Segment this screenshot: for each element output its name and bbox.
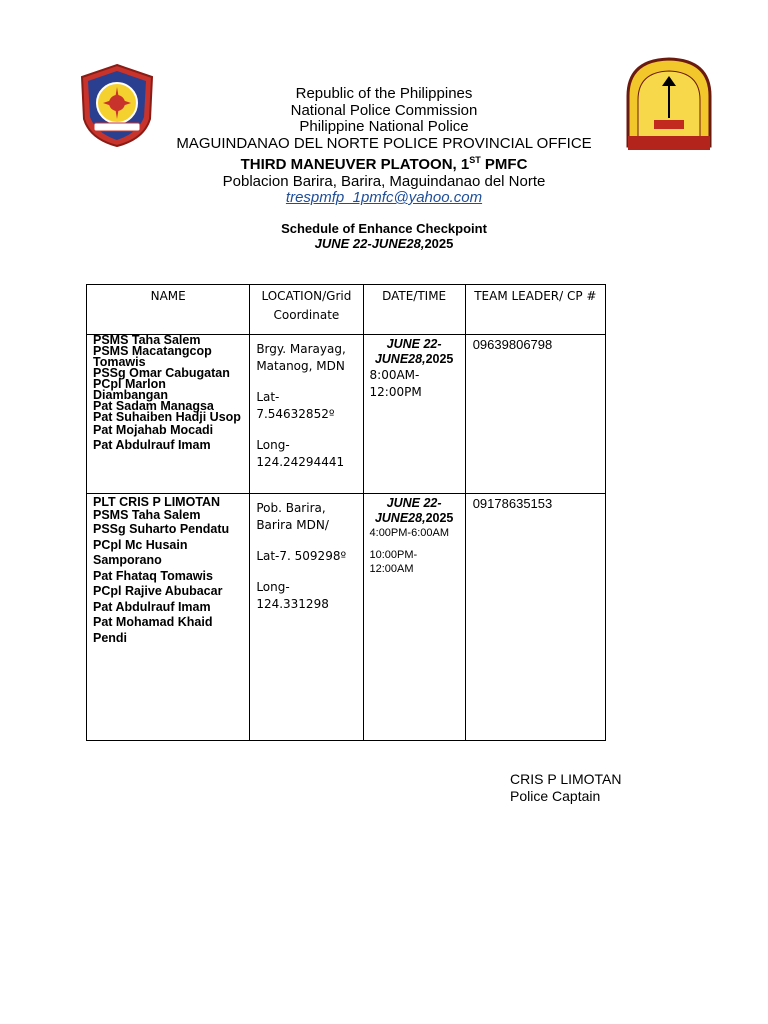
header-team-leader: TEAM LEADER/ CP #	[465, 285, 605, 335]
personnel-name: PSMS Taha Salem	[93, 508, 201, 522]
document-title: Schedule of Enhance Checkpoint	[281, 221, 487, 236]
pnp-line: Philippine National Police	[299, 118, 469, 135]
latitude-text: Lat-7.54632852º	[256, 390, 335, 421]
date-range: JUNE 22-JUNE28,2025	[374, 337, 454, 366]
personnel-name: Pat Abdulrauf Imam	[93, 438, 211, 452]
datetime-cell	[363, 494, 465, 741]
signatory-name: CRIS P LIMOTAN	[510, 771, 622, 787]
personnel-name: Pat Mohamad Khaid Pendi	[93, 615, 213, 645]
personnel-name: PCpl Mc Husain Samporano	[93, 537, 188, 567]
location-cell	[250, 494, 363, 741]
personnel-name: Pat Fhataq Tomawis	[93, 568, 213, 583]
personnel-name: PSMS Macatangcop Tomawis	[93, 344, 212, 369]
address-line: Poblacion Barira, Barira, Maguindanao del Norte	[222, 172, 546, 190]
personnel-name: Pat Suhaiben Hadji Usop	[93, 410, 241, 424]
checkpoint-schedule-table	[86, 284, 606, 741]
signature-block	[510, 771, 622, 805]
date-range: JUNE 22-JUNE28,2025	[374, 496, 454, 525]
longitude-text: Long-124.24294441	[256, 438, 345, 469]
personnel-name: PCpl Rajive Abubacar	[93, 584, 223, 598]
location-text: Brgy. Marayag, Matanog, MDN	[256, 342, 346, 373]
personnel-name: PLT CRIS P LIMOTAN	[93, 495, 221, 509]
personnel-name: PCpl Marlon Diambangan	[93, 377, 169, 402]
datetime-cell	[363, 335, 465, 494]
personnel-name: PSSg Suharto Pendatu	[93, 522, 230, 536]
cp-number-cell: 09178635153	[465, 494, 605, 741]
longitude-text: Long-124.331298	[256, 580, 329, 611]
time-slot: 10:00PM-12:00AM	[369, 549, 418, 575]
email-link[interactable]: trespmfp_1pmfc@yahoo.com	[285, 189, 483, 206]
header-location: LOCATION/Grid Coordinate	[250, 285, 363, 335]
unit-line: THIRD MANEUVER PLATOON, 1ST PMFC	[240, 155, 528, 173]
location-text: Pob. Barira, Barira MDN/	[256, 501, 329, 532]
location-cell	[250, 335, 363, 494]
personnel-name: Pat Mojahab Mocadi	[93, 423, 214, 437]
table-row	[87, 335, 606, 494]
document-date-range: JUNE 22-JUNE28,2025	[314, 236, 454, 251]
latitude-text: Lat-7. 509298º	[256, 549, 347, 563]
personnel-name: Pat Sadam Managsa	[93, 399, 214, 413]
time-slot: 4:00PM-6:00AM	[369, 527, 449, 539]
header-datetime: DATE/TIME	[363, 285, 465, 335]
names-cell	[87, 335, 250, 494]
personnel-name: PSMS Taha Salem	[93, 333, 201, 347]
names-cell	[87, 494, 250, 741]
republic-line: Republic of the Philippines	[295, 85, 473, 102]
personnel-name: PSSg Omar Cabugatan	[93, 366, 230, 380]
napolcom-line: National Police Commission	[290, 101, 478, 119]
header-name: NAME	[87, 285, 250, 335]
cp-number-cell: 09639806798	[465, 335, 605, 494]
table-header-row	[87, 285, 606, 335]
table-row	[87, 494, 606, 741]
signatory-rank: Police Captain	[510, 788, 601, 804]
time-slot: 8:00AM-12:00PM	[369, 368, 422, 399]
letterhead	[0, 86, 768, 207]
personnel-name: Pat Abdulrauf Imam	[93, 599, 211, 614]
provincial-office-line: MAGUINDANAO DEL NORTE POLICE PROVINCIAL OFFICE	[176, 134, 592, 152]
